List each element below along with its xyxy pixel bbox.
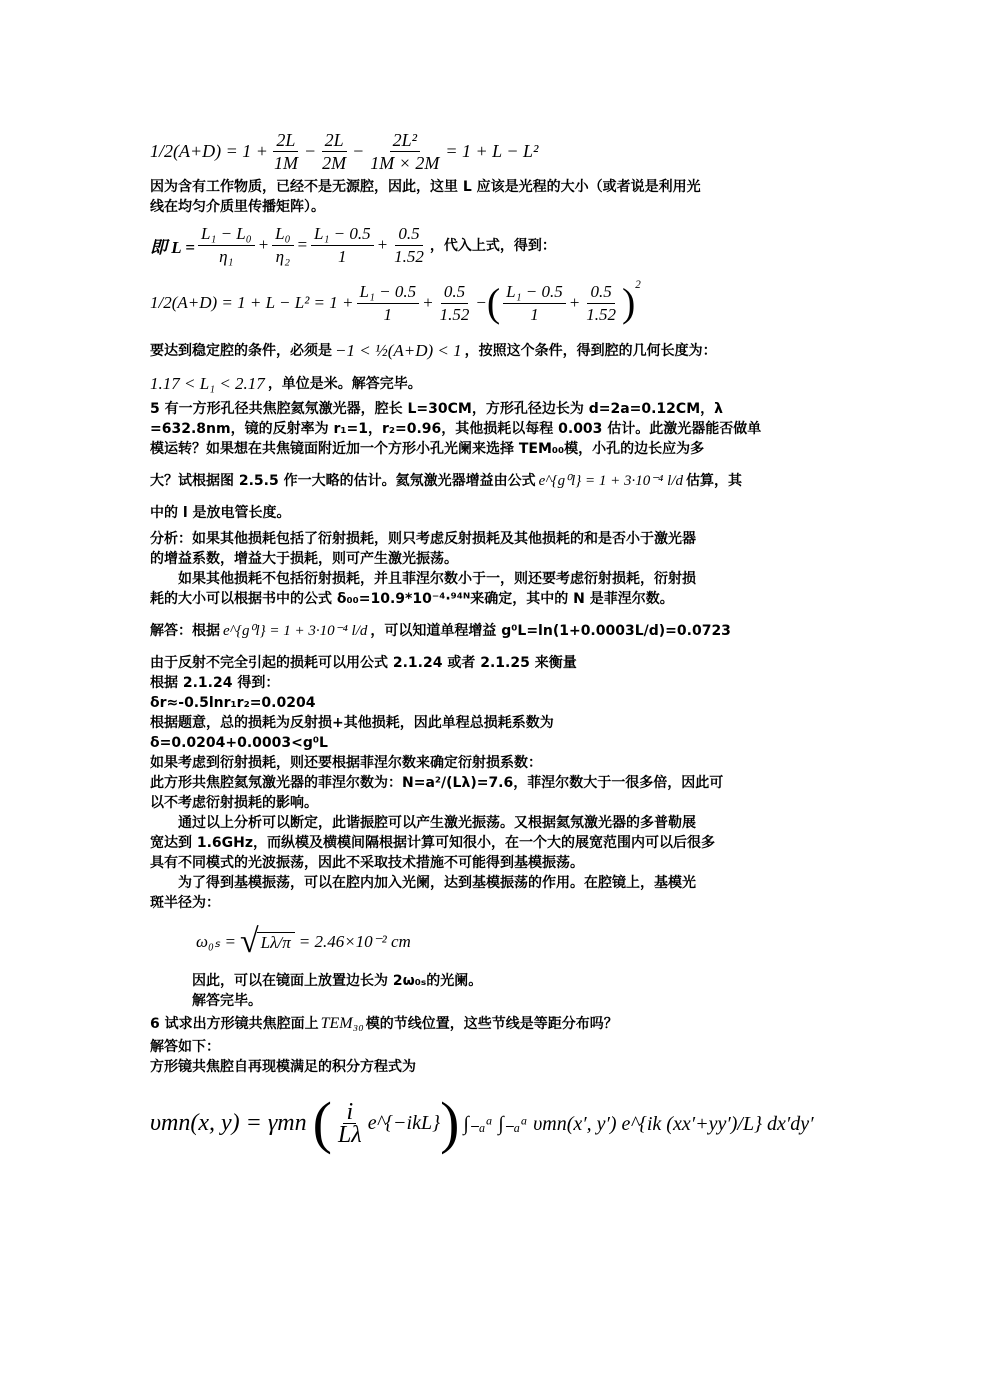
eq2-frac4 — [391, 223, 427, 268]
eq5-lhs: υmn(x, y) = γmn — [150, 1109, 307, 1136]
answer-line: 为了得到基模振荡，可以在腔内加入光阑，达到基模振荡的作用。在腔镜上，基模光 — [178, 875, 696, 891]
eq3-left: 1/2(A+D) = 1 + L − L² = 1 + — [150, 293, 354, 312]
document-page — [150, 125, 850, 1165]
eq3-frac3 — [503, 281, 566, 326]
answer-line: 解答完毕。 — [192, 993, 262, 1009]
result-line — [150, 369, 850, 399]
result-text: ，单位是米。解答完毕。 — [267, 376, 422, 392]
eq2-frac2 — [272, 223, 293, 268]
question-5-text-a: 大？试根据图 2.5.5 作一大略的估计。氦氖激光器增益由公式 — [150, 473, 536, 489]
eq3-frac2-den: 1.52 — [439, 304, 470, 324]
question-5-line: 中的 l 是放电管长度。 — [150, 505, 291, 521]
eq2-frac1 — [198, 223, 255, 268]
eq3-frac4-den: 1.52 — [586, 304, 616, 324]
eq5-frac-num: i — [343, 1101, 356, 1124]
answer-line: 宽达到 1.6GHz，而纵模及横模间隔根据计算可知很小，在一个大的展宽范围内可以后很多 — [150, 835, 716, 851]
eq2-plus: + — [257, 235, 270, 254]
eq1-minus2: − — [352, 140, 365, 161]
eq4-right: = 2.46×10⁻² cm — [298, 932, 411, 951]
eq3-frac1-den: 1 — [383, 304, 393, 324]
analysis-line: 耗的大小可以根据书中的公式 δ₀₀=10.9*10⁻⁴·⁹⁴ᴺ来确定，其中的 N 是菲涅尔数。 — [150, 591, 674, 607]
eq3-plus: + — [422, 293, 434, 312]
eq1-frac3-den: 1M × 2M — [370, 152, 440, 173]
paragraph-line: 线在均匀介质里传播矩阵）。 — [150, 199, 325, 215]
eq5-frac — [335, 1098, 365, 1148]
answer-line: 由于反射不完全引起的损耗可以用公式 2.1.24 或者 2.1.25 来衡量 — [150, 655, 577, 671]
equation-3 — [150, 273, 850, 333]
eq3-frac3-den: 1 — [530, 304, 539, 324]
eq2-frac2-num: L₀ — [272, 223, 293, 246]
answer-line: 因此，可以在镜面上放置边长为 2ω₀ₛ的光阑。 — [192, 973, 483, 989]
result-inequality: 1.17 < L₁ < 2.17 — [150, 374, 265, 393]
eq3-frac1 — [357, 281, 420, 326]
eq3-frac2-num: 0.5 — [441, 281, 468, 304]
equation-5 — [150, 1081, 850, 1165]
eq4-radicand: Lλ/π — [257, 932, 295, 953]
eq5-lparen: ( — [312, 1090, 332, 1155]
answer-text-b: ，可以知道单程增益 g⁰L=ln(1+0.0003L/d)=0.0723 — [370, 623, 731, 639]
eq3-frac4 — [583, 281, 619, 326]
stability-text-a: 要达到稳定腔的条件，必须是 — [150, 343, 332, 359]
analysis-line: 如果其他损耗不包括衍射损耗，并且菲涅尔数小于一，则还要考虑衍射损耗，衍射损 — [178, 571, 696, 587]
stability-text-b: ，按照这个条件，得到腔的几何长度为： — [464, 343, 717, 359]
eq3-square: 2 — [635, 279, 641, 291]
eq3-minus: − — [475, 293, 487, 312]
question-6-line — [150, 1011, 850, 1037]
answer-line: 以不考虑衍射损耗的影响。 — [150, 795, 318, 811]
gain-formula-answer: e^{g⁰l} = 1 + 3·10⁻⁴ l/d — [223, 623, 368, 639]
eq5-integral: ∫₋ₐᵃ ∫₋ₐᵃ υmn(x′, y′) e^{ik (xx′+yy′)/L} dx′dy′ — [463, 1112, 814, 1135]
eq2-frac1-num: L₁ − L₀ — [198, 223, 255, 246]
eq5-rparen: ) — [440, 1090, 460, 1155]
question-5-line: 5 有一方形孔径共焦腔氦氖激光器，腔长 L=30CM，方形孔径边长为 d=2a=0.12CM，λ — [150, 401, 723, 417]
analysis-line: 的增益系数，增益大于损耗，则可产生激光振荡。 — [150, 551, 458, 567]
eq4-left: ω₀ₛ = — [196, 932, 236, 951]
eq1-frac2-den: 2M — [322, 152, 347, 173]
gain-formula: e^{g⁰l} = 1 + 3·10⁻⁴ l/d — [538, 473, 683, 489]
equation-2 — [150, 217, 850, 273]
eq1-left: 1/2(A+D) = 1 + — [150, 140, 268, 161]
eq2-frac4-num: 0.5 — [395, 223, 422, 246]
eq1-right: = 1 + L − L² — [445, 140, 539, 161]
eq5-exponential: e^{−ikL} — [367, 1111, 441, 1134]
eq1-minus1: − — [303, 140, 317, 161]
eq2-plus2: + — [376, 235, 389, 254]
eq1-frac1-num: 2L — [273, 129, 298, 152]
eq2-frac3-den: 1 — [338, 246, 347, 266]
equation-4 — [150, 913, 850, 971]
eq1-frac2 — [319, 129, 349, 174]
eq3-plus2: + — [568, 293, 581, 312]
question-5-line — [150, 459, 850, 503]
eq3-frac4-num: 0.5 — [587, 281, 614, 304]
answer-line: 根据题意，总的损耗为反射损+其他损耗，因此单程总损耗系数为 — [150, 715, 554, 731]
answer-line: δ=0.0204+0.0003<g⁰L — [150, 735, 328, 751]
question-6-text-b: 模的节线位置，这些节线是等距分布吗？ — [365, 1016, 618, 1032]
answer-line: 具有不同模式的光波振荡，因此不采取技术措施不可能得到基模振荡。 — [150, 855, 584, 871]
paragraph-line: 因为含有工作物质，已经不是无源腔，因此，这里 L 应该是光程的大小（或者说是利用光 — [150, 179, 701, 195]
eq3-rparen: ) — [621, 280, 636, 325]
eq1-frac1 — [271, 129, 301, 174]
answer-line: 此方形共焦腔氦氖激光器的菲涅尔数为：N=a²/(Lλ)=7.6，菲涅尔数大于一很多倍，因此可 — [150, 775, 724, 791]
answer-line: 斑半径为： — [150, 895, 220, 911]
eq2-frac3 — [311, 223, 374, 268]
question-6-text-a: 6 试求出方形镜共焦腔面上 — [150, 1016, 319, 1032]
eq1-frac1-den: 1M — [273, 152, 298, 173]
question-5-text-b: 估算，其 — [685, 473, 742, 489]
answer-line: 解答如下： — [150, 1039, 220, 1055]
eq1-frac3-num: 2L² — [390, 129, 420, 152]
eq2-frac4-den: 1.52 — [394, 246, 424, 266]
stability-line — [150, 333, 850, 369]
answer-line: δr≈-0.5lnr₁r₂=0.0204 — [150, 695, 316, 711]
eq1-frac3 — [367, 129, 442, 174]
eq2-frac2-den: η₂ — [275, 246, 290, 266]
question-5-line: =632.8nm，镜的反射率为 r₁=1，r₂=0.96，其他损耗以每程 0.003 估计。此激光器能否做单 — [150, 421, 762, 437]
eq2-suffix: ，代入上式，得到： — [429, 238, 556, 254]
answer-line — [150, 609, 850, 653]
eq2-prefix: 即 L = — [150, 237, 195, 257]
sqrt-sign: √ — [239, 923, 259, 960]
question-5-line: 模运转？如果想在共焦镜面附近加一个方形小孔光阑来选择 TEM₀₀模，小孔的边长应为多 — [150, 441, 705, 457]
tem-mode: TEM₃₀ — [320, 1015, 364, 1032]
answer-line: 方形镜共焦腔自再现模满足的积分方程式为 — [150, 1059, 416, 1075]
eq1-frac2-num: 2L — [322, 129, 347, 152]
eq2-frac3-num: L₁ − 0.5 — [311, 223, 374, 246]
equation-1 — [150, 125, 850, 177]
answer-text-a: 解答：根据 — [150, 623, 220, 639]
answer-line: 如果考虑到衍射损耗，则还要根据菲涅尔数来确定衍射损系数： — [150, 755, 542, 771]
eq2-equals: = — [296, 235, 308, 254]
eq2-frac1-den: η₁ — [219, 246, 234, 266]
eq3-frac1-num: L₁ − 0.5 — [357, 281, 420, 304]
eq3-frac2 — [437, 281, 473, 326]
eq5-frac-den: Lλ — [337, 1121, 362, 1148]
answer-line: 根据 2.1.24 得到： — [150, 675, 280, 691]
eq3-frac3-num: L₁ − 0.5 — [503, 281, 566, 304]
stability-inequality: −1 < ½(A+D) < 1 — [335, 341, 462, 360]
analysis-line: 分析：如果其他损耗包括了衍射损耗，则只考虑反射损耗及其他损耗的和是否小于激光器 — [150, 531, 696, 547]
answer-line: 通过以上分析可以断定，此谐振腔可以产生激光振荡。又根据氦氖激光器的多普勒展 — [178, 815, 696, 831]
eq3-lparen: ( — [486, 280, 501, 325]
